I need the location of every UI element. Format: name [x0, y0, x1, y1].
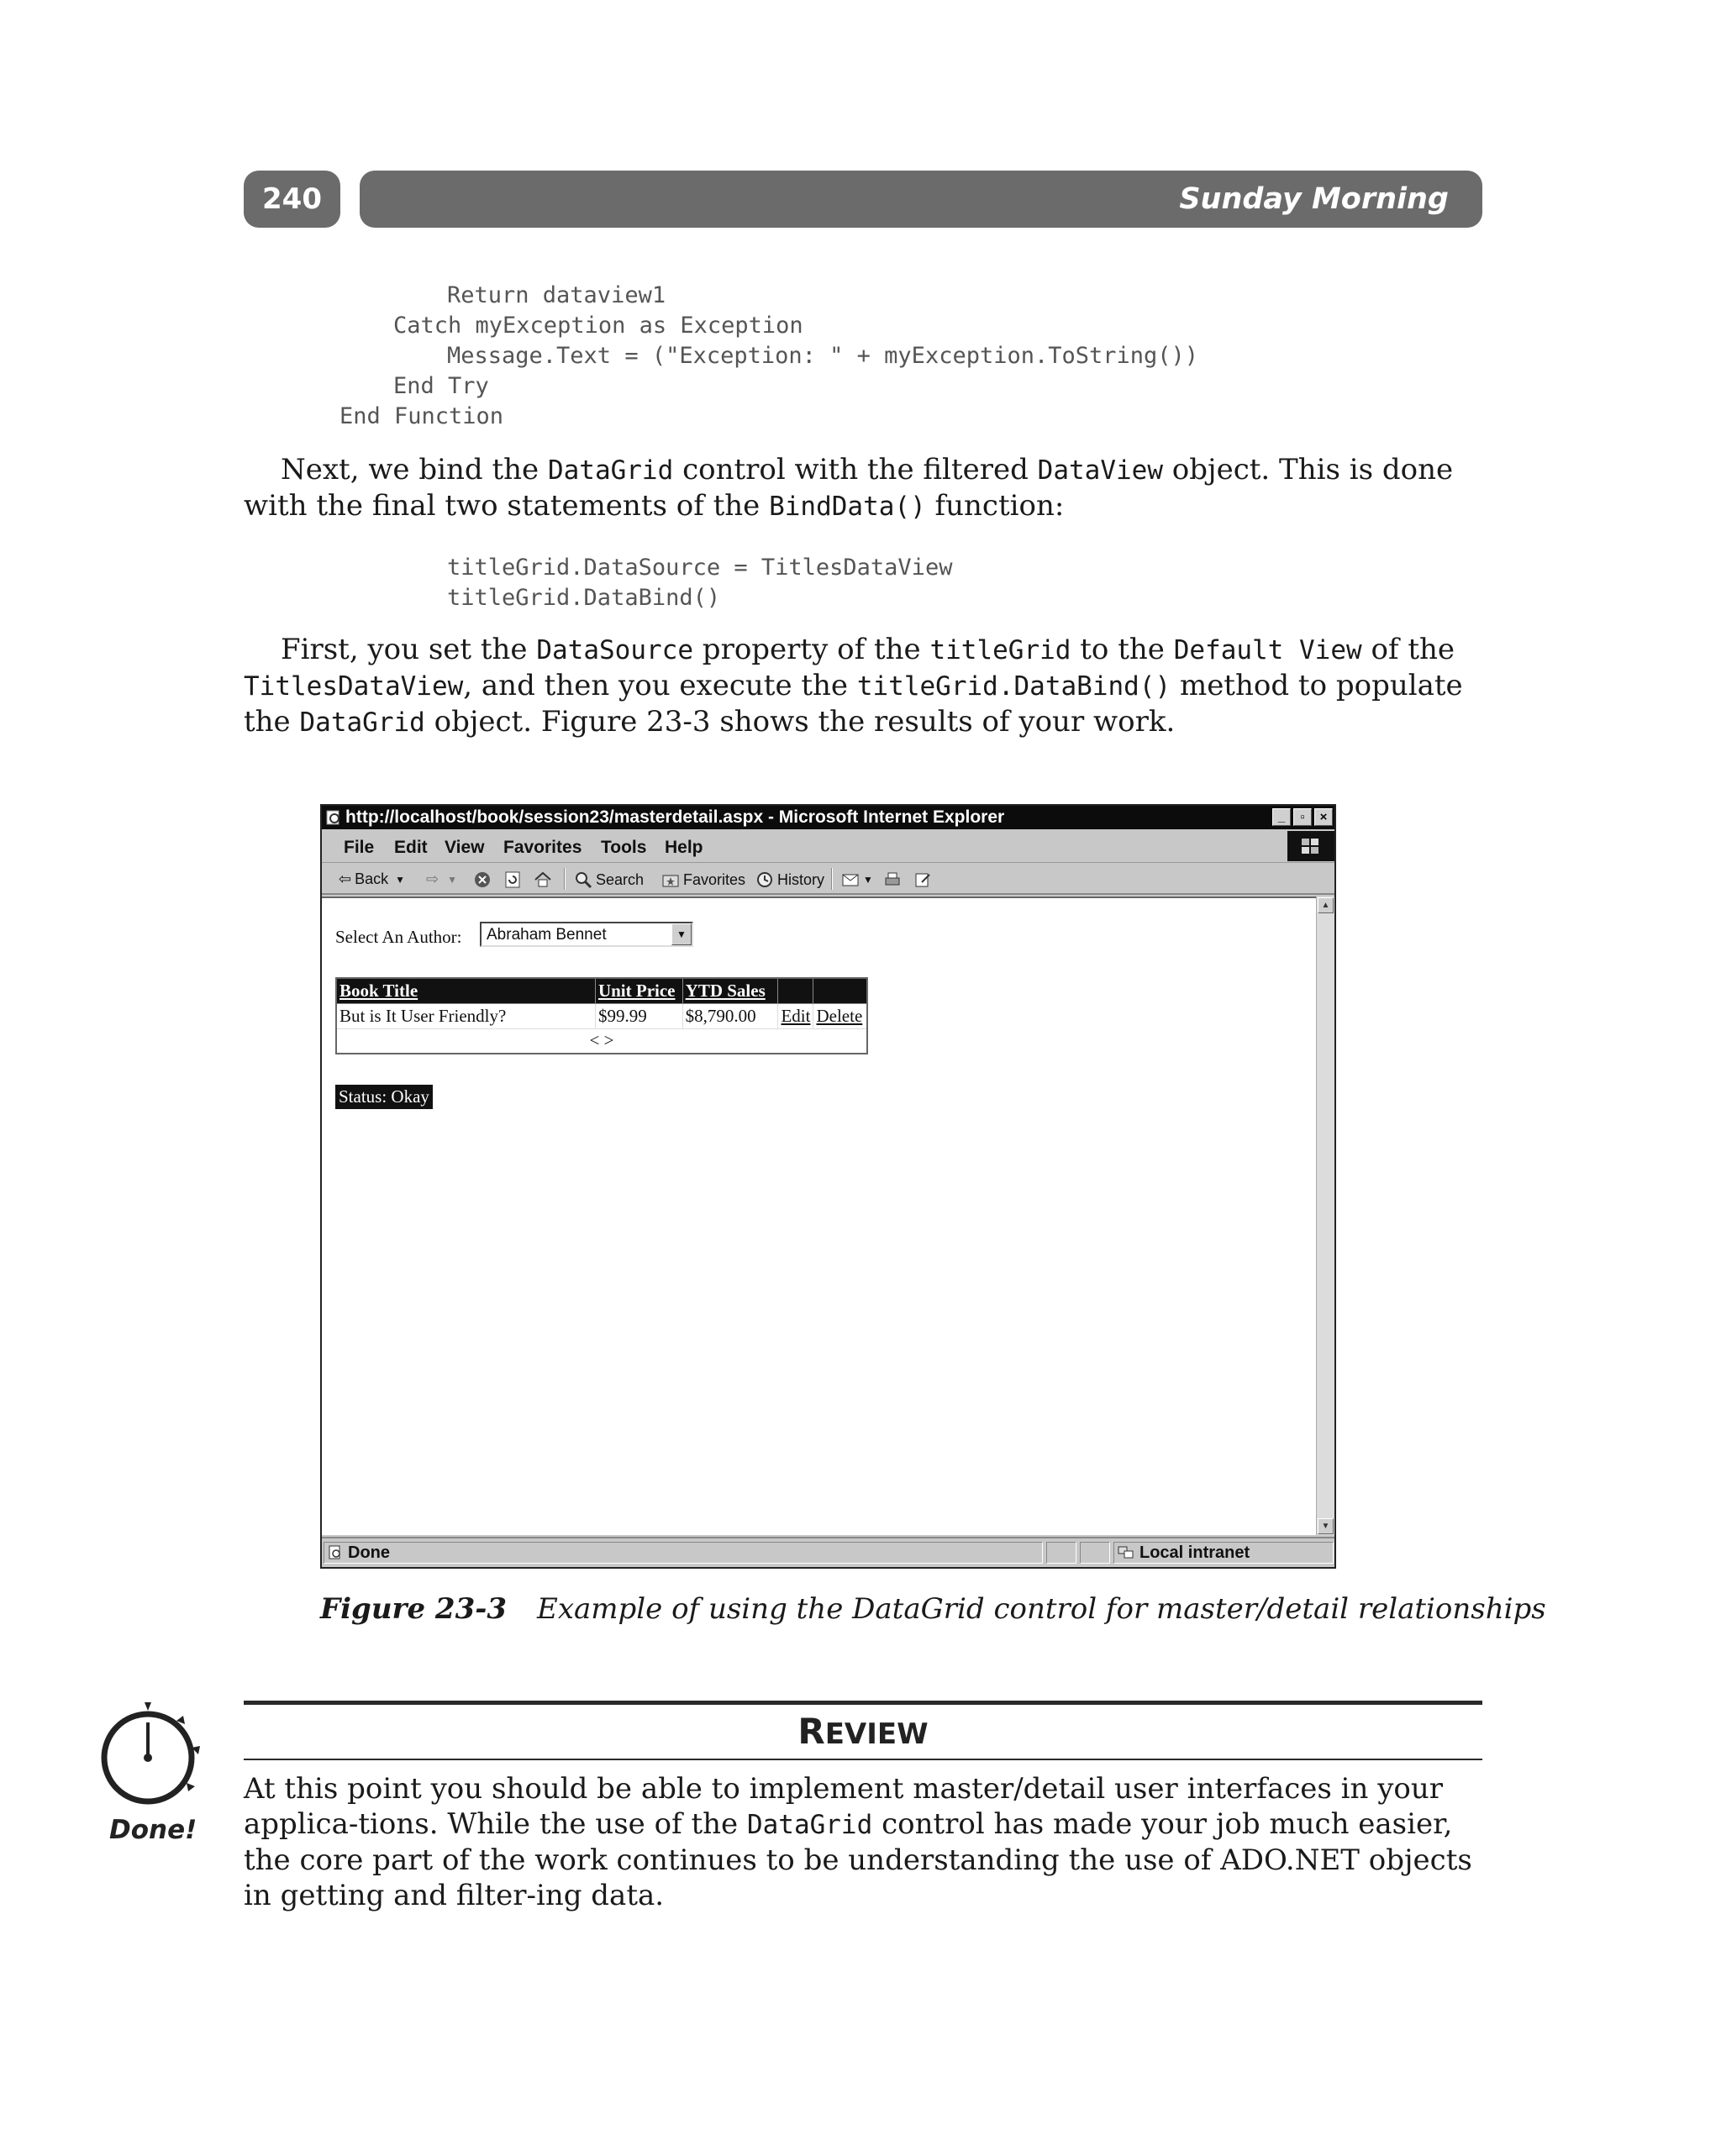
review-heading: REVIEW	[797, 1711, 929, 1752]
search-button[interactable]: Search	[574, 870, 644, 889]
titles-datagrid	[335, 977, 868, 1054]
header-delete-column	[813, 978, 867, 1003]
forward-arrow-icon: ⇨	[426, 870, 439, 887]
maximize-button[interactable]: ▫	[1293, 808, 1312, 826]
author-label: Select An Author:	[335, 927, 462, 947]
running-title: Sunday Morning	[1179, 182, 1449, 216]
history-button[interactable]: History	[755, 870, 824, 889]
cell-unit-price: $99.99	[595, 1003, 682, 1028]
header-book-title[interactable]: Book Title	[336, 978, 595, 1003]
grid-header-row	[336, 978, 867, 1003]
edit-page-icon	[913, 870, 932, 889]
caption-text: Example of using the DataGrid control for master/detail relationships	[537, 1592, 1546, 1626]
status-done-cell: Done	[324, 1542, 1043, 1564]
back-arrow-icon: ⇦	[339, 870, 352, 887]
stop-icon	[473, 870, 492, 889]
done-label: Done!	[109, 1815, 197, 1845]
status-empty-cell	[1046, 1542, 1076, 1564]
menu-favorites[interactable]: Favorites	[503, 838, 582, 857]
browser-statusbar	[322, 1537, 1334, 1567]
minimize-button[interactable]: _	[1272, 808, 1291, 826]
status-zone-cell: Local intranet	[1113, 1542, 1334, 1564]
edit-link[interactable]: Edit	[781, 1005, 811, 1026]
table-row	[336, 1003, 867, 1028]
review-paragraph: At this point you should be able to implement master/detail user interfaces in your applica-tions. While the use of the DataGrid control has made your job much easier, the core part of the work continues to be understanding the use of ADO.NET objects in getting and filter-ing data.	[244, 1772, 1472, 1912]
history-icon	[755, 870, 774, 889]
browser-content	[322, 897, 1318, 1535]
windows-logo-icon	[1287, 831, 1334, 861]
chevron-down-icon[interactable]: ▼	[671, 923, 692, 945]
browser-toolbar	[322, 863, 1334, 895]
running-header	[360, 171, 1482, 228]
edit-page-button[interactable]	[913, 870, 932, 889]
refresh-icon	[503, 870, 522, 889]
menu-bar	[322, 829, 1334, 863]
clock-icon	[94, 1699, 205, 1810]
search-icon	[574, 870, 592, 889]
page-done-icon	[328, 1545, 343, 1560]
forward-button[interactable]	[426, 870, 457, 888]
status-empty-cell	[1080, 1542, 1110, 1564]
scroll-up-icon[interactable]: ▲	[1318, 897, 1334, 913]
menu-tools[interactable]: Tools	[601, 838, 647, 857]
ie-page-icon	[325, 809, 342, 826]
menu-view[interactable]: View	[445, 838, 485, 857]
cell-ytd-sales: $8,790.00	[682, 1003, 778, 1028]
menu-help[interactable]: Help	[665, 838, 703, 857]
status-label: Status: Okay	[335, 1085, 433, 1109]
browser-window	[320, 804, 1336, 1569]
mail-button[interactable]	[841, 870, 873, 889]
code-line: titleGrid.DataBind()	[447, 585, 721, 611]
figure-number: Figure 23-3	[320, 1592, 508, 1626]
code-line: End Try	[393, 373, 489, 399]
menu-edit[interactable]: Edit	[394, 838, 428, 857]
mail-icon	[841, 870, 860, 889]
home-button[interactable]	[534, 870, 552, 889]
code-line: End Function	[339, 403, 504, 429]
body-paragraph: Next, we bind the DataGrid control with the filtered DataView object. This is done with the final two statements of the BindData() function:	[244, 453, 1454, 523]
section-rule-top	[244, 1701, 1482, 1705]
scroll-down-icon[interactable]: ▼	[1318, 1518, 1334, 1534]
close-button[interactable]: ×	[1314, 808, 1333, 826]
intranet-icon	[1118, 1545, 1134, 1560]
author-selected-value: Abraham Bennet	[487, 926, 607, 944]
code-line: Return dataview1	[447, 282, 666, 308]
figure-caption	[320, 1592, 1546, 1626]
menu-file[interactable]: File	[344, 838, 375, 857]
dropdown-arrow-icon: ▼	[447, 873, 457, 886]
home-icon	[534, 870, 552, 889]
vertical-scrollbar[interactable]	[1316, 897, 1334, 1535]
author-select[interactable]	[480, 922, 693, 947]
dropdown-arrow-icon: ▼	[863, 874, 873, 886]
window-controls	[1272, 808, 1333, 826]
section-rule-bottom	[244, 1759, 1482, 1760]
stop-button[interactable]	[473, 870, 492, 889]
toolbar-separator	[564, 868, 566, 890]
favorites-button[interactable]: Favorites	[661, 870, 745, 889]
print-button[interactable]	[883, 870, 902, 889]
code-line: Message.Text = ("Exception: " + myException.ToString())	[447, 343, 1199, 369]
code-line: titleGrid.DataSource = TitlesDataView	[447, 555, 953, 581]
printer-icon	[883, 870, 902, 889]
grid-pager-row	[336, 1028, 867, 1054]
browser-titlebar	[322, 806, 1334, 829]
refresh-button[interactable]	[503, 870, 522, 889]
dropdown-arrow-icon: ▼	[395, 873, 406, 886]
back-button[interactable]: ⇦ Back ▼	[339, 870, 406, 887]
browser-title: http://localhost/book/session23/masterdetail.aspx - Microsoft Internet Explorer	[345, 807, 1005, 827]
favorites-folder-icon	[661, 870, 680, 889]
header-ytd-sales[interactable]: YTD Sales	[682, 978, 778, 1003]
header-edit-column	[778, 978, 813, 1003]
body-paragraph: First, you set the DataSource property of the titleGrid to the Default View of the TitlesDataView, and then you execute the titleGrid.DataBind() method to populate the DataGrid object. Figure 23-3 shows the results of your work.	[244, 633, 1463, 739]
delete-link[interactable]: Delete	[816, 1005, 863, 1026]
cell-book-title: But is It User Friendly?	[336, 1003, 595, 1028]
toolbar-separator	[831, 868, 833, 890]
page-number: 240	[244, 171, 340, 228]
pager-links[interactable]: < >	[336, 1028, 867, 1054]
code-line: Catch myException as Exception	[393, 313, 803, 339]
header-unit-price[interactable]: Unit Price	[595, 978, 682, 1003]
